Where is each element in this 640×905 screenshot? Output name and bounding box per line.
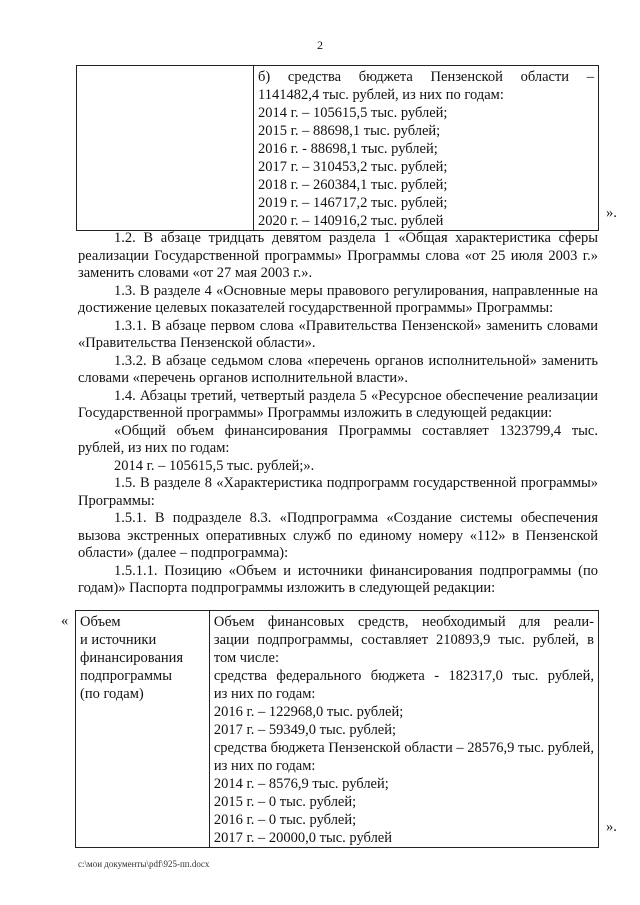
paragraph-quote: «Общий объем финансирования Программы составляет 1323799,4 тыс. рублей, из них по годам: (78, 422, 598, 456)
table2-right-line: 2017 г. – 59349,0 тыс. рублей; (213, 722, 397, 738)
table2-left-line: финансирования (80, 650, 184, 666)
table1-line: 2015 г. – 88698,1 тыс. рублей; (258, 123, 441, 139)
table2-right-line: 2015 г. – 0 тыс. рублей; (213, 794, 357, 810)
table1-right-cell (254, 66, 599, 231)
table2-right-line: из них по годам: (213, 686, 316, 702)
paragraph-1-3: 1.3. В разделе 4 «Основные меры правового регулирования, направленные на достижение целевых показателей государственной программы» Программы: (78, 282, 598, 316)
document-body (78, 230, 598, 598)
table2-right-line: 2016 г. – 122968,0 тыс. рублей; (213, 704, 404, 720)
table2-right-cell (209, 611, 598, 848)
table2-right-line: том числе: (213, 650, 279, 666)
paragraph-1-5: 1.5. В разделе 8 «Характеристика подпрограмм государственной программы» Программы: (78, 475, 598, 509)
table1-line: б) средства бюджета Пензенской области – (258, 69, 594, 85)
table1-left-cell (77, 66, 254, 231)
paragraph-1-3-2: 1.3.2. В абзаце седьмом слова «перечень органов исполнительной» заменить словами «перечень органов исполнительной власти». (78, 352, 598, 386)
table2-right-line: 2017 г. – 20000,0 тыс. рублей (213, 830, 393, 846)
table1-line: 2014 г. – 105615,5 тыс. рублей; (258, 105, 448, 121)
paragraph-1-2: 1.2. В абзаце тридцать девятом раздела 1 «Общая характеристика сферы реализации Государственной программы» Программы слова «от 25 июля 2003 г.» заменить словами «от 27 мая 2003 г.». (78, 230, 598, 281)
table2-right-line: Объем финансовых средств, необходимый для реали- (213, 614, 594, 630)
paragraph-quote-year: 2014 г. – 105615,5 тыс. рублей;». (114, 457, 315, 474)
table2-left-line: (по годам) (80, 686, 144, 702)
table2-closing-mark: ». (606, 819, 617, 835)
table1-line: 2017 г. – 310453,2 тыс. рублей; (258, 159, 448, 175)
table2-left-line: и источники (80, 632, 157, 648)
table1-line: 2019 г. – 146717,2 тыс. рублей; (258, 195, 448, 211)
table1-line: 2016 г. - 88698,1 тыс. рублей; (258, 141, 438, 157)
table2-right-line: зации подпрограммы, составляет 210893,9 тыс. рублей, в (213, 632, 594, 648)
table1-line: 2018 г. – 260384,1 тыс. рублей; (258, 177, 448, 193)
table2-left-line: Объем (80, 614, 121, 630)
table2-opening-mark: « (61, 613, 69, 629)
paragraph-1-3-1: 1.3.1. В абзаце первом слова «Правительства Пензенской» заменить словами «Правительства Пензенской области». (78, 317, 598, 351)
table2-left-cell (76, 611, 210, 848)
table2-right-line: 2016 г. – 0 тыс. рублей; (213, 812, 357, 828)
file-path-footer: c:\мои документы\pdf\925-пп.docx (78, 859, 210, 869)
paragraph-1-5-1-1: 1.5.1.1. Позицию «Объем и источники финансирования подпрограммы (по годам)» Паспорта подпрограммы изложить в следующей редакции: (78, 562, 598, 596)
table2-right-line: средства федерального бюджета - 182317,0 тыс. рублей, (213, 668, 594, 684)
table2-right-line: средства бюджета Пензенской области – 28576,9 тыс. рублей, (213, 740, 594, 756)
funding-table-top (76, 65, 599, 231)
table1-line: 1141482,4 тыс. рублей, из них по годам: (258, 87, 504, 103)
paragraph-1-5-1: 1.5.1. В подразделе 8.3. «Подпрограмма «Создание системы обеспечения вызова экстренных оперативных служб по единому номеру «112» в Пензенской области» (далее – подпрограмма): (78, 510, 598, 561)
table2-right-line: 2014 г. – 8576,9 тыс. рублей; (213, 776, 389, 792)
table2-right-line: из них по годам: (213, 758, 316, 774)
paragraph-1-4: 1.4. Абзацы третий, четвертый раздела 5 «Ресурсное обеспечение реализации Государственной программы» Программы изложить в следующей редакции: (78, 387, 598, 421)
page-number: 2 (317, 38, 323, 52)
table2-left-line: подпрограммы (80, 668, 172, 684)
subprogram-funding-table (75, 610, 599, 848)
table1-closing-mark: ». (606, 205, 617, 221)
table1-line: 2020 г. – 140916,2 тыс. рублей (258, 213, 444, 229)
